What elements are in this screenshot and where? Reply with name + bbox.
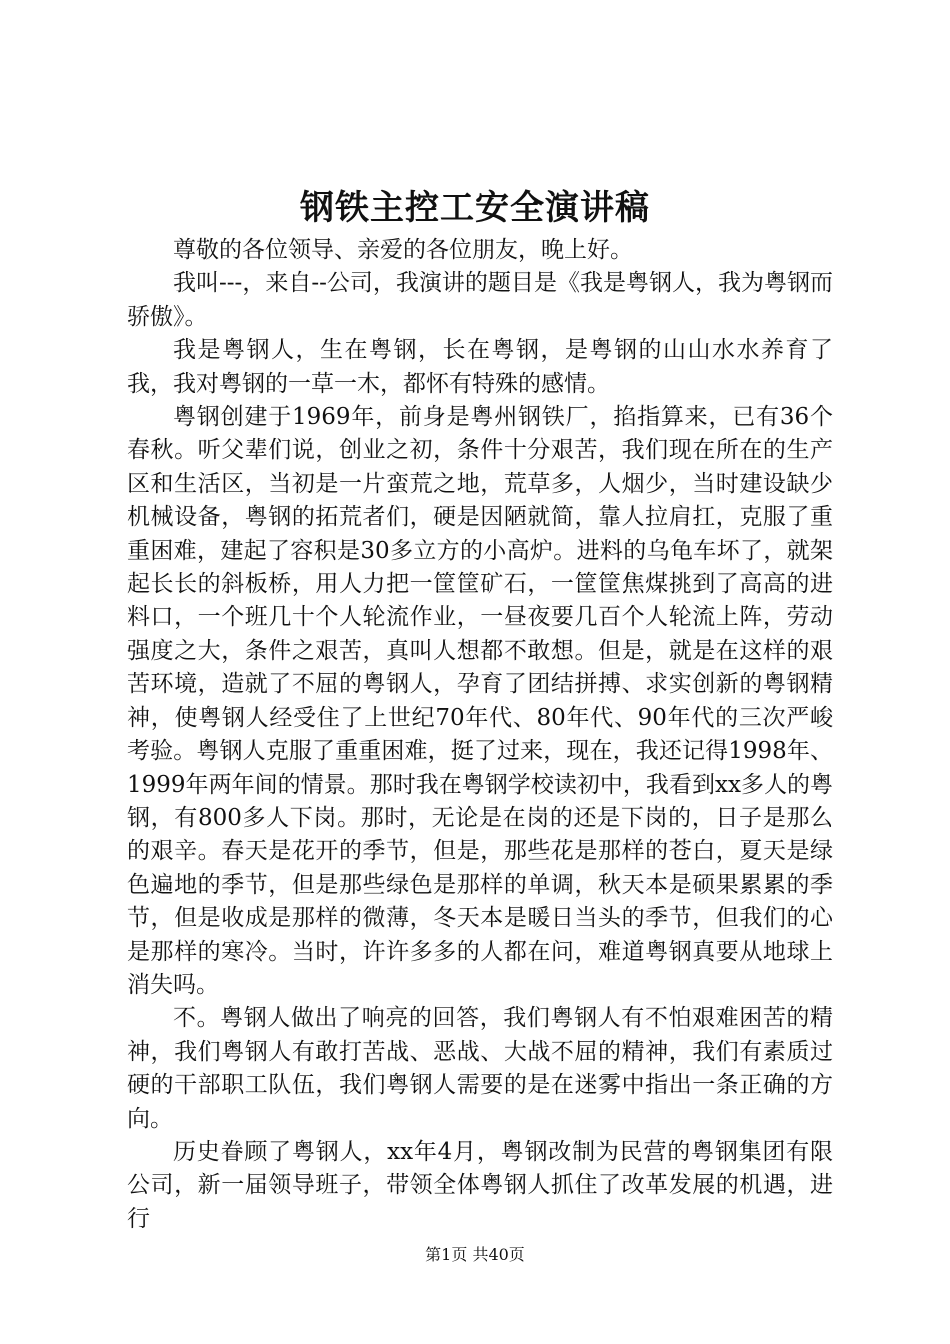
paragraph-response: 不。粤钢人做出了响亮的回答，我们粤钢人有不怕艰难困苦的精神，我们粤钢人有敢打苦战、恶战、大战不屈的精神，我们有素质过硬的干部职工队伍，我们粤钢人需要的是在迷雾中指出一条正确的方向。	[127, 1005, 833, 1132]
paragraph-reform: 历史眷顾了粤钢人，xx年4月，粤钢改制为民营的粤钢集团有限公司，新一届领导班子，带领全体粤钢人抓住了改革发展的机遇，进行	[127, 1138, 833, 1232]
paragraph-history: 粤钢创建于1969年，前身是粤州钢铁厂，掐指算来，已有36个春秋。听父辈们说，创业之初，条件十分艰苦，我们现在所在的生产区和生活区，当初是一片蛮荒之地，荒草多，人烟少，当时建设缺少机械设备，粤钢的拓荒者们，硬是因陋就简，靠人拉肩扛，克服了重重困难，建起了容积是30多立方的小高炉。进料的乌龟车坏了，就架起长长的斜板桥，用人力把一筐筐矿石，一筐筐焦煤挑到了高高的进料口，一个班几十个人轮流作业，一昼夜要几百个人轮流上阵，劳动强度之大，条件之艰苦，真叫人想都不敢想。但是，就是在这样的艰苦环境，造就了不屈的粤钢人，孕育了团结拼搏、求实创新的粤钢精神，使粤钢人经受住了上世纪70年代、80年代、90年代的三次严峻考验。粤钢人克服了重重困难，挺了过来，现在，我还记得1998年、1999年两年间的情景。那时我在粤钢学校读初中，我看到xx多人的粤钢，有800多人下岗。那时，无论是在岗的还是下岗的，日子是那么的艰辛。春天是花开的季节，但是，那些花是那样的苍白，夏天是绿色遍地的季节，但是那些绿色是那样的单调，秋天本是硕果累累的季节，但是收成是那样的微薄，冬天本是暖日当头的季节，但我们的心是那样的寒冷。当时，许许多多的人都在问，难道粤钢真要从地球上消失吗。	[127, 404, 833, 998]
document-title: 钢铁主控工安全演讲稿	[300, 188, 650, 228]
paragraph-greeting: 尊敬的各位领导、亲爱的各位朋友，晚上好。	[173, 237, 633, 263]
document-body	[127, 234, 833, 1236]
paragraph-identity: 我是粤钢人，生在粤钢，长在粤钢，是粤钢的山山水水养育了我，我对粤钢的一草一木，都怀有特殊的感情。	[127, 337, 833, 397]
paragraph-introduction: 我叫---，来自--公司，我演讲的题目是《我是粤钢人，我为粤钢而骄傲》。	[127, 270, 833, 330]
page-number-footer: 第1页 共40页	[425, 1245, 525, 1264]
